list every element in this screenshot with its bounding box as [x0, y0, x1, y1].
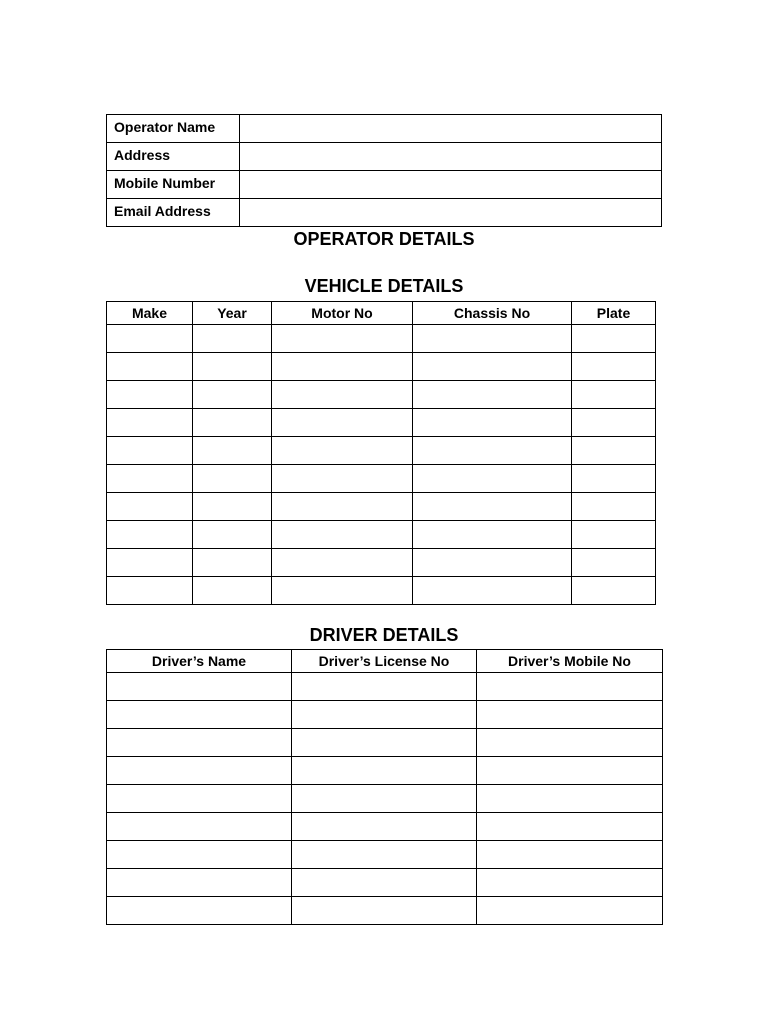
table-cell[interactable]: [413, 465, 572, 493]
operator-row: [107, 199, 662, 227]
driver-details-table: [106, 649, 663, 925]
table-row: [107, 353, 656, 381]
table-cell[interactable]: [477, 841, 663, 869]
email-address-label: Email Address: [107, 199, 240, 227]
table-cell[interactable]: [107, 729, 292, 757]
table-cell[interactable]: [272, 493, 413, 521]
table-cell[interactable]: [107, 577, 193, 605]
table-cell[interactable]: [477, 757, 663, 785]
table-cell[interactable]: [572, 325, 656, 353]
operator-name-field[interactable]: [240, 115, 662, 143]
table-cell[interactable]: [413, 353, 572, 381]
address-field[interactable]: [240, 143, 662, 171]
operator-details-title: OPERATOR DETAILS: [293, 229, 475, 249]
table-row: [107, 409, 656, 437]
table-cell[interactable]: [272, 437, 413, 465]
table-cell[interactable]: [107, 381, 193, 409]
table-cell[interactable]: [107, 325, 193, 353]
driver-header-row: [107, 650, 663, 673]
table-row: [107, 897, 663, 925]
table-row: [107, 813, 663, 841]
table-cell[interactable]: [107, 465, 193, 493]
vehicle-details-table: [106, 301, 656, 605]
table-cell[interactable]: [292, 897, 477, 925]
table-cell[interactable]: [107, 701, 292, 729]
table-cell[interactable]: [193, 549, 272, 577]
table-cell[interactable]: [193, 493, 272, 521]
table-cell[interactable]: [413, 325, 572, 353]
column-header-drivers-license-no: Driver’s License No: [292, 650, 477, 673]
column-header-drivers-name: Driver’s Name: [107, 650, 292, 673]
table-cell[interactable]: [477, 813, 663, 841]
table-row: [107, 841, 663, 869]
operator-name-label: Operator Name: [107, 115, 240, 143]
table-cell[interactable]: [413, 437, 572, 465]
table-cell[interactable]: [292, 841, 477, 869]
table-row: [107, 577, 656, 605]
mobile-number-field[interactable]: [240, 171, 662, 199]
table-cell[interactable]: [477, 897, 663, 925]
mobile-number-label: Mobile Number: [107, 171, 240, 199]
table-cell[interactable]: [292, 757, 477, 785]
operator-details-table: [106, 114, 662, 227]
table-cell[interactable]: [107, 785, 292, 813]
driver-details-title: DRIVER DETAILS: [309, 625, 459, 645]
table-cell[interactable]: [272, 465, 413, 493]
table-cell[interactable]: [107, 493, 193, 521]
table-cell[interactable]: [572, 493, 656, 521]
column-header-motor-no: Motor No: [272, 302, 413, 325]
table-cell[interactable]: [193, 577, 272, 605]
table-cell[interactable]: [272, 353, 413, 381]
table-row: [107, 549, 656, 577]
table-cell[interactable]: [572, 381, 656, 409]
operator-row: [107, 171, 662, 199]
column-header-make: Make: [107, 302, 193, 325]
table-row: [107, 785, 663, 813]
table-cell[interactable]: [413, 493, 572, 521]
address-label: Address: [107, 143, 240, 171]
table-cell[interactable]: [572, 409, 656, 437]
table-row: [107, 701, 663, 729]
email-address-field[interactable]: [240, 199, 662, 227]
table-cell[interactable]: [477, 869, 663, 897]
table-row: [107, 521, 656, 549]
table-cell[interactable]: [477, 729, 663, 757]
table-row: [107, 869, 663, 897]
table-cell[interactable]: [292, 673, 477, 701]
table-cell[interactable]: [193, 353, 272, 381]
table-cell[interactable]: [107, 673, 292, 701]
table-cell[interactable]: [572, 465, 656, 493]
table-cell[interactable]: [272, 549, 413, 577]
table-cell[interactable]: [572, 577, 656, 605]
table-cell[interactable]: [272, 521, 413, 549]
table-cell[interactable]: [193, 437, 272, 465]
column-header-chassis-no: Chassis No: [413, 302, 572, 325]
table-row: [107, 757, 663, 785]
table-row: [107, 437, 656, 465]
table-cell[interactable]: [272, 409, 413, 437]
table-cell[interactable]: [272, 577, 413, 605]
table-row: [107, 465, 656, 493]
table-cell[interactable]: [107, 813, 292, 841]
table-cell[interactable]: [572, 521, 656, 549]
table-cell[interactable]: [272, 325, 413, 353]
table-cell[interactable]: [292, 729, 477, 757]
table-row: [107, 325, 656, 353]
table-cell[interactable]: [413, 381, 572, 409]
operator-row: [107, 143, 662, 171]
column-header-year: Year: [193, 302, 272, 325]
table-cell[interactable]: [272, 381, 413, 409]
table-row: [107, 493, 656, 521]
table-cell[interactable]: [413, 409, 572, 437]
table-cell[interactable]: [477, 673, 663, 701]
table-cell[interactable]: [413, 521, 572, 549]
table-cell[interactable]: [193, 381, 272, 409]
table-cell[interactable]: [477, 701, 663, 729]
table-row: [107, 381, 656, 409]
operator-row: [107, 115, 662, 143]
table-cell[interactable]: [107, 409, 193, 437]
table-cell[interactable]: [107, 841, 292, 869]
table-cell[interactable]: [572, 437, 656, 465]
column-header-drivers-mobile-no: Driver’s Mobile No: [477, 650, 663, 673]
table-cell[interactable]: [107, 353, 193, 381]
vehicle-details-title: VEHICLE DETAILS: [304, 276, 464, 296]
table-cell[interactable]: [413, 549, 572, 577]
table-cell[interactable]: [107, 869, 292, 897]
table-cell[interactable]: [292, 813, 477, 841]
table-cell[interactable]: [292, 869, 477, 897]
table-cell[interactable]: [193, 409, 272, 437]
table-cell[interactable]: [572, 549, 656, 577]
table-cell[interactable]: [107, 757, 292, 785]
table-row: [107, 673, 663, 701]
table-cell[interactable]: [413, 577, 572, 605]
table-cell[interactable]: [292, 701, 477, 729]
table-cell[interactable]: [107, 897, 292, 925]
table-row: [107, 729, 663, 757]
table-cell[interactable]: [572, 353, 656, 381]
table-cell[interactable]: [193, 465, 272, 493]
table-cell[interactable]: [193, 325, 272, 353]
table-cell[interactable]: [292, 785, 477, 813]
table-cell[interactable]: [107, 549, 193, 577]
column-header-plate: Plate: [572, 302, 656, 325]
table-cell[interactable]: [107, 521, 193, 549]
table-cell[interactable]: [193, 521, 272, 549]
vehicle-header-row: [107, 302, 656, 325]
table-cell[interactable]: [107, 437, 193, 465]
table-cell[interactable]: [477, 785, 663, 813]
